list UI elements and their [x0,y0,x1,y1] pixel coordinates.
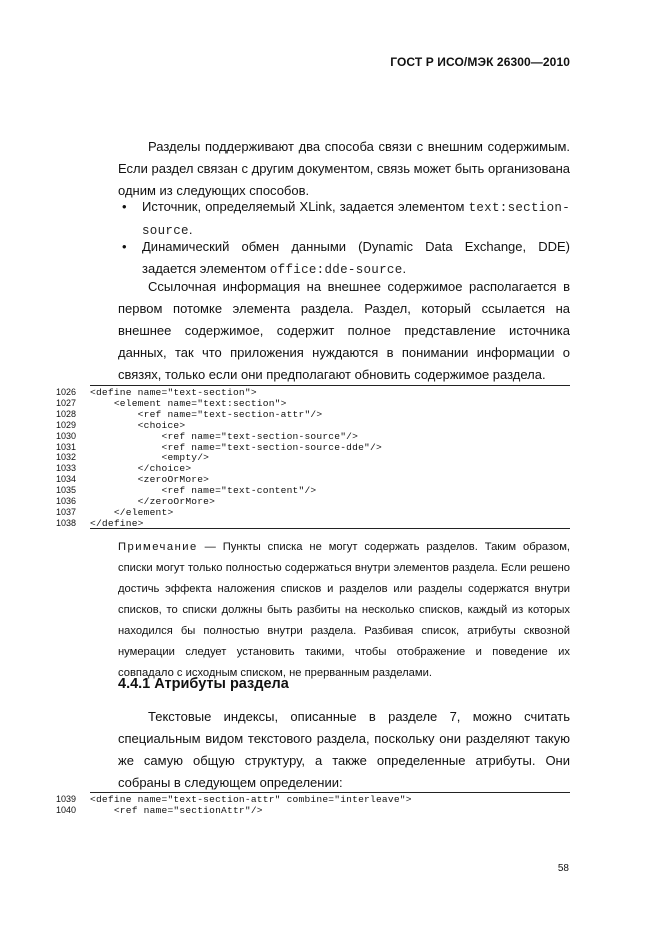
line-number: 1028 [56,408,77,419]
code-line [56,398,570,409]
code-line [56,794,570,805]
code-line [56,805,570,816]
inline-code: office:dde-source [269,263,403,277]
code-line [56,431,570,442]
code-text: </element> [90,506,174,518]
bullet-mark: • [122,239,127,254]
code-listing-section-attr [56,791,570,817]
code-line [56,409,570,420]
code-text: </define> [90,517,144,529]
line-number: 1038 [56,517,77,528]
bullet-text: Динамический обмен данными (Dynamic Data Exchange, DDE) задается элементом office:dde-source. [142,239,570,277]
line-number: 1033 [56,463,77,474]
bullet-mark: • [122,199,127,214]
code-text: <define name="text-section-attr" combine="interleave"> [90,794,412,805]
code-text: <element name="text:section"> [90,397,287,409]
code-text: <ref name="text-section-source"/> [90,430,359,442]
bullet-item-dde [118,236,570,281]
paragraph-text: Текстовые индексы, описанные в разделе 7, можно считать специальным видом текстового раздела, поскольку они разделяют такую же самую общую структуру, а также определенные атрибуты. Они собраны в следующем определении: [118,709,570,790]
paragraph-text: Ссылочная информация на внешнее содержимое располагается в первом потомке элемента раздела. Раздел, который ссылается на внешнее содержимое, содержит полное представление источника данных, так что приложения нуждаются в понимании информации о связях, только если они предполагают обновить содержимое раздела. [118,279,570,382]
code-listing-text-section [56,384,570,530]
code-line [56,496,570,507]
paragraph-text: Разделы поддерживают два способа связи с внешним содержимым. Если раздел связан с другим документом, связь может быть организована одним из следующих способов. [118,139,570,198]
line-number: 1036 [56,496,77,506]
code-bottom-rule [90,528,570,529]
inline-code: text:section-source [142,201,570,238]
code-line [56,463,570,474]
line-number: 1026 [56,387,77,397]
line-number: 1031 [56,441,77,452]
code-text: <choice> [90,419,186,431]
document-header: ГОСТ Р ИСО/МЭК 26300—2010 [390,55,570,69]
line-number: 1035 [56,485,77,496]
code-text: <zeroOrMore> [90,474,210,486]
code-text: </choice> [90,463,192,475]
code-text: <empty/> [90,452,210,464]
line-number: 1040 [56,804,77,815]
code-line [56,452,570,463]
note-text: — Пункты списка не могут содержать разделов. Таким образом, списки могут только полностью содержаться внутри элементов раздела. Если решено достичь эффекта наложения списков и разделов или разделы содержатся внутри списков, то списки должны быть разбиты на несколько списков, каждый из которых находился бы полностью внутри раздела. Разбивая список, атрибуты сквозной нумерации следует установить такими, чтобы отображение и поведение их совпадало с исходным списком, не прерванным разделами. [118,541,570,679]
line-number: 1030 [56,430,77,441]
code-text: <define name="text-section"> [90,387,257,398]
paragraph-link-methods [118,136,570,202]
code-line [56,442,570,453]
code-top-rule [90,792,570,793]
note-label: Примечание [118,541,198,553]
line-number: 1029 [56,419,77,430]
line-number: 1039 [56,794,77,804]
code-top-rule [90,385,570,386]
code-text: <ref name="text-section-attr"/> [90,408,323,420]
paragraph-text-indexes [118,706,570,794]
bullet-text: Источник, определяемый XLink, задается элементом text:section-source. [142,199,570,238]
line-number: 1037 [56,506,77,517]
code-text: <ref name="text-content"/> [90,485,317,497]
code-line [56,387,570,398]
line-number: 1034 [56,474,77,485]
line-number: 1032 [56,452,77,463]
code-line [56,485,570,496]
code-text: </zeroOrMore> [90,496,216,507]
paragraph-reference-info [118,276,570,386]
code-line [56,507,570,518]
line-number: 1027 [56,397,77,408]
code-line [56,474,570,485]
code-text: <ref name="sectionAttr"/> [90,804,263,816]
code-text: <ref name="text-section-source-dde"/> [90,441,382,453]
section-heading: 4.4.1 Атрибуты раздела [118,676,289,692]
code-line [56,420,570,431]
page-number: 58 [557,863,569,874]
note-block [118,537,570,684]
